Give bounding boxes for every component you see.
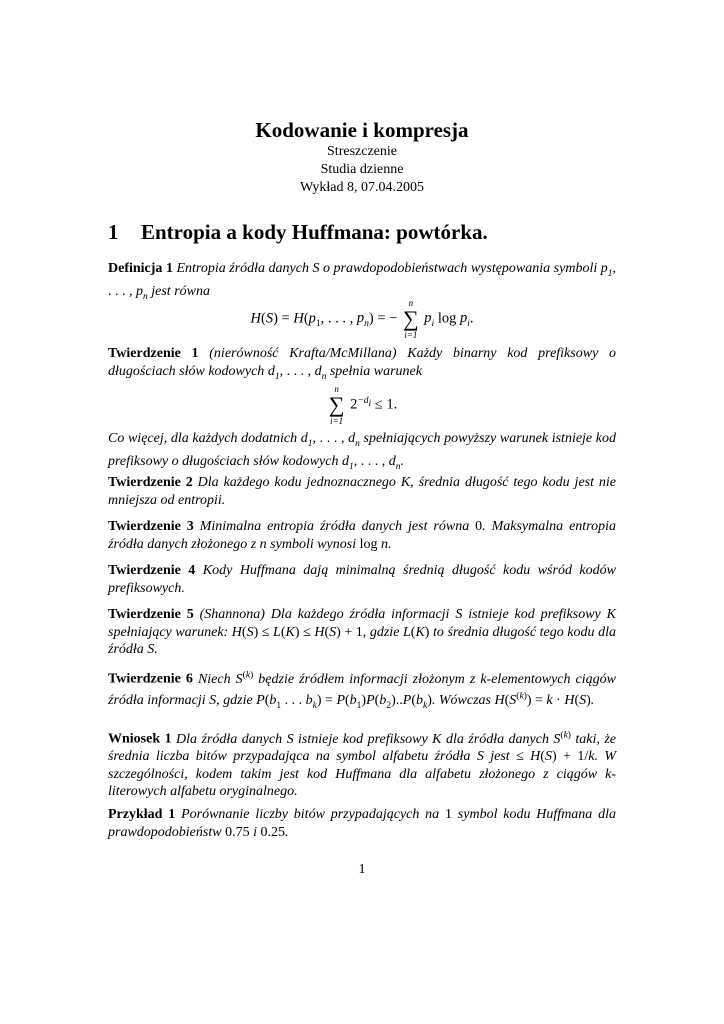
document-title: Kodowanie i kompresja xyxy=(255,118,469,142)
subtitle-abstract: Streszczenie xyxy=(327,144,397,159)
theorem-label: Twierdzenie 1 xyxy=(108,346,199,361)
example-1 xyxy=(108,806,616,841)
subtitle-lecture: Wykład 8, 07.04.2005 xyxy=(300,180,424,195)
theorem-label: Twierdzenie 4 xyxy=(108,563,196,578)
theorem-1 xyxy=(108,345,616,386)
theorem-text: Dla każdego kodu jednoznacznego K, średnia długość tego kodu jest nie mniejsza od entropii. xyxy=(108,475,617,508)
theorem-3 xyxy=(108,518,616,553)
page-number: 1 xyxy=(358,862,366,877)
entropy-formula: $H(S) = H(p_1$, . . . , $p_n$) = − n ∑ i=1 $p_i$ $\log p_i$. xyxy=(250,298,474,340)
sum-symbol: n ∑ i=1 xyxy=(328,384,345,426)
subtitle-studies: Studia dzienne xyxy=(320,162,404,177)
theorem-5 xyxy=(108,606,616,659)
theorem-text: Kody Huffmana dają minimalną średnią długość kodu wśród kodów prefiksowych. xyxy=(108,563,616,596)
theorem-4 xyxy=(108,562,616,597)
theorem-label: Twierdzenie 6 xyxy=(108,671,193,687)
theorem-text: (Shannona) Dla każdego źródła informacji S istnieje kod prefiksowy K spełniający warunek: H(S) ≤ L(K) ≤ H(S) + 1, gdzie L(K) to średnia długość tego kodu dla źródła S. xyxy=(108,607,616,657)
corollary-1 xyxy=(108,727,616,801)
theorem-label: Twierdzenie 3 xyxy=(108,519,194,534)
theorem-text: Minimalna entropia źródła danych jest równa 0. Maksymalna entropia źródła danych złożonego z n symboli wynosi log n. xyxy=(108,519,616,552)
theorem-1-continuation: Co więcej, dla każdych dodatnich $d_1$, . . . , $d_n$ spełniających powyższy warunek istnieje kod prefiksowy o długościach słów kodowych $d_1$, . . . , $d_n$. xyxy=(108,431,616,473)
corollary-label: Wniosek 1 xyxy=(108,731,172,747)
theorem-label: Twierdzenie 5 xyxy=(108,607,194,622)
theorem-label: Twierdzenie 2 xyxy=(108,475,193,490)
sum-symbol: n ∑ i=1 xyxy=(402,298,419,340)
theorem-text: Niech $S^{(k)}$ będzie źródłem informacji złożonym z k-elementowych ciągów źródła informacji S, gdzie $P(b_1$ . . . $b_k) = P(b_1)P(b_2)..P(b_k)$. Wówczas $H(S^{(k)}) = k \cdot H(S)$. xyxy=(108,670,617,711)
definition-text: Entropia źródła danych S o prawdopodobieństwach występowania symboli $p_1$, . . . , $p_n$ jest równa xyxy=(108,261,616,303)
definition-label: Definicja 1 xyxy=(108,261,173,276)
section-title: Entropia a kody Huffmana: powtórka. xyxy=(141,220,488,244)
example-label: Przykład 1 xyxy=(108,807,176,822)
theorem-2 xyxy=(108,474,616,509)
theorem-text: (nierówność Krafta/McMillana) Każdy binarny kod prefiksowy o długościach słów kodowych $d_1$, . . . , $d_n$ spełnia warunek xyxy=(108,346,616,382)
kraft-formula: n ∑ i=1 $2^{-d_i} \le 1$. xyxy=(328,384,398,426)
section-heading xyxy=(108,220,616,245)
example-text: Porównanie liczby bitów przypadających na 1 symbol kodu Huffmana dla prawdopodobieństw 0.75 i 0.25. xyxy=(108,807,617,840)
theorem-6 xyxy=(108,667,616,715)
section-number: 1 xyxy=(108,220,119,244)
corollary-text: Dla źródła danych S istnieje kod prefiksowy K dla źródła danych $S^{(k)}$ taki, że średnia liczba bitów przypadająca na symbol alfabetu źródła S jest ≤ H(S) + 1/k. W szczególności, kodem takim jest kod Huffmana dla alfabetu złożonego z ciągów k-literowych alfabetu oryginalnego. xyxy=(108,730,617,800)
